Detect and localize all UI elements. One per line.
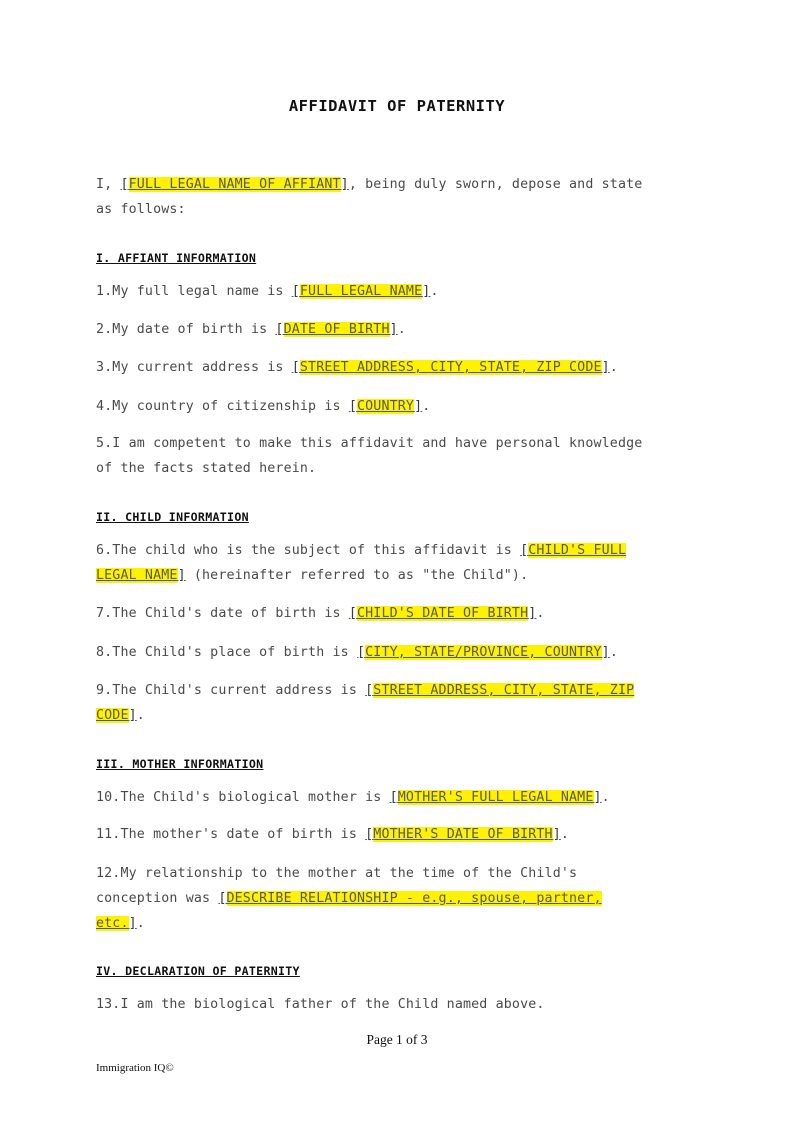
bracket-open: [ bbox=[291, 360, 300, 375]
bracket-open: [ bbox=[520, 543, 529, 558]
paragraph-text: 8.The Child's place of birth is bbox=[96, 645, 357, 660]
country-field[interactable]: COUNTRY bbox=[356, 399, 415, 414]
paragraph-12 bbox=[96, 861, 696, 936]
paragraph-13: 13.I am the biological father of the Child named above. bbox=[96, 997, 545, 1012]
punctuation: . bbox=[422, 399, 431, 414]
bracket-close: ] bbox=[340, 177, 349, 192]
paragraph-text: 2.My date of birth is bbox=[96, 322, 276, 337]
mother-name-field[interactable]: MOTHER'S FULL LEGAL NAME bbox=[397, 790, 594, 805]
punctuation: . bbox=[430, 284, 439, 299]
bracket-open: [ bbox=[218, 891, 227, 906]
paragraph-9 bbox=[96, 678, 696, 728]
mother-dob-field[interactable]: MOTHER'S DATE OF BIRTH bbox=[373, 827, 553, 842]
paragraph-11 bbox=[96, 822, 696, 847]
paragraph-text: 9.The Child's current address is bbox=[96, 683, 366, 698]
address-field[interactable]: STREET ADDRESS, CITY, STATE, ZIP CODE bbox=[299, 360, 602, 375]
section-heading-declaration: IV. DECLARATION OF PATERNITY bbox=[96, 964, 300, 978]
child-name-field-cont[interactable]: LEGAL NAME bbox=[96, 568, 178, 583]
document-title: AFFIDAVIT OF PATERNITY bbox=[288, 97, 506, 115]
paragraph-text-continued: (hereinafter referred to as "the Child"). bbox=[185, 568, 529, 583]
child-dob-field[interactable]: CHILD'S DATE OF BIRTH bbox=[356, 606, 529, 621]
bracket-close: ] bbox=[601, 645, 610, 660]
punctuation: . bbox=[609, 645, 618, 660]
child-address-field-cont[interactable]: CODE bbox=[96, 708, 129, 723]
bracket-close: ] bbox=[422, 284, 431, 299]
paragraph-text: 5.I am competent to make this affidavit and have personal knowledge bbox=[96, 436, 643, 451]
bracket-close: ] bbox=[552, 827, 561, 842]
bracket-open: [ bbox=[348, 399, 357, 414]
paragraph-2 bbox=[96, 317, 696, 342]
paragraph-1 bbox=[96, 279, 696, 304]
footer-brand: Immigration IQ© bbox=[96, 1062, 174, 1074]
page-number: Page 1 of 3 bbox=[366, 1032, 428, 1047]
paragraph-8 bbox=[96, 640, 696, 665]
punctuation: . bbox=[397, 322, 406, 337]
intro-text-line2: as follows: bbox=[96, 202, 186, 217]
bracket-close: ] bbox=[128, 916, 137, 931]
bracket-close: ] bbox=[593, 790, 602, 805]
bracket-close: ] bbox=[177, 568, 186, 583]
intro-paragraph bbox=[96, 172, 696, 222]
punctuation: . bbox=[560, 827, 570, 842]
paragraph-text: 7.The Child's date of birth is bbox=[96, 606, 349, 621]
bracket-open: [ bbox=[356, 645, 366, 660]
intro-text: I, bbox=[96, 177, 121, 192]
date-of-birth-field[interactable]: DATE OF BIRTH bbox=[283, 322, 390, 337]
bracket-open: [ bbox=[275, 322, 284, 337]
paragraph-text: 12.My relationship to the mother at the time of the Child's bbox=[96, 866, 578, 881]
paragraph-text: 6.The child who is the subject of this affidavit is bbox=[96, 543, 521, 558]
bracket-open: [ bbox=[291, 284, 300, 299]
paragraph-6 bbox=[96, 538, 696, 588]
punctuation: . bbox=[609, 360, 618, 375]
paragraph-10 bbox=[96, 785, 696, 810]
child-name-field[interactable]: CHILD'S FULL bbox=[528, 543, 627, 558]
punctuation: . bbox=[601, 790, 610, 805]
bracket-close: ] bbox=[128, 708, 137, 723]
child-birthplace-field[interactable]: CITY, STATE/PROVINCE, COUNTRY bbox=[365, 645, 602, 660]
intro-text-continued: , being duly sworn, depose and state bbox=[348, 177, 643, 192]
bracket-close: ] bbox=[601, 360, 610, 375]
paragraph-text-line2: of the facts stated herein. bbox=[96, 461, 317, 476]
paragraph-text: 3.My current address is bbox=[96, 360, 292, 375]
paragraph-text: 11.The mother's date of birth is bbox=[96, 827, 366, 842]
paragraph-text: 1.My full legal name is bbox=[96, 284, 292, 299]
relationship-field[interactable]: DESCRIBE RELATIONSHIP - e.g., spouse, partner, bbox=[226, 891, 602, 906]
bracket-open: [ bbox=[365, 683, 374, 698]
punctuation: . bbox=[536, 606, 545, 621]
relationship-field-cont[interactable]: etc. bbox=[96, 916, 129, 931]
affiant-name-field[interactable]: FULL LEGAL NAME OF AFFIANT bbox=[128, 177, 341, 192]
bracket-close: ] bbox=[528, 606, 537, 621]
paragraph-4 bbox=[96, 394, 696, 419]
section-heading-affiant: I. AFFIANT INFORMATION bbox=[96, 251, 257, 265]
bracket-open: [ bbox=[365, 827, 374, 842]
child-address-field[interactable]: STREET ADDRESS, CITY, STATE, ZIP bbox=[373, 683, 635, 698]
paragraph-text: 10.The Child's biological mother is bbox=[96, 790, 390, 805]
paragraph-3 bbox=[96, 355, 696, 380]
section-heading-child: II. CHILD INFORMATION bbox=[96, 510, 249, 524]
bracket-close: ] bbox=[389, 322, 398, 337]
full-legal-name-field[interactable]: FULL LEGAL NAME bbox=[299, 284, 423, 299]
punctuation: . bbox=[136, 916, 145, 931]
punctuation: . bbox=[136, 708, 145, 723]
bracket-open: [ bbox=[120, 177, 129, 192]
bracket-close: ] bbox=[414, 399, 423, 414]
bracket-open: [ bbox=[389, 790, 398, 805]
bracket-open: [ bbox=[348, 606, 357, 621]
paragraph-7 bbox=[96, 601, 696, 626]
paragraph-text: 4.My country of citizenship is bbox=[96, 399, 349, 414]
section-heading-mother: III. MOTHER INFORMATION bbox=[96, 757, 264, 771]
paragraph-5 bbox=[96, 431, 696, 481]
paragraph-text-line2: conception was bbox=[96, 891, 219, 906]
